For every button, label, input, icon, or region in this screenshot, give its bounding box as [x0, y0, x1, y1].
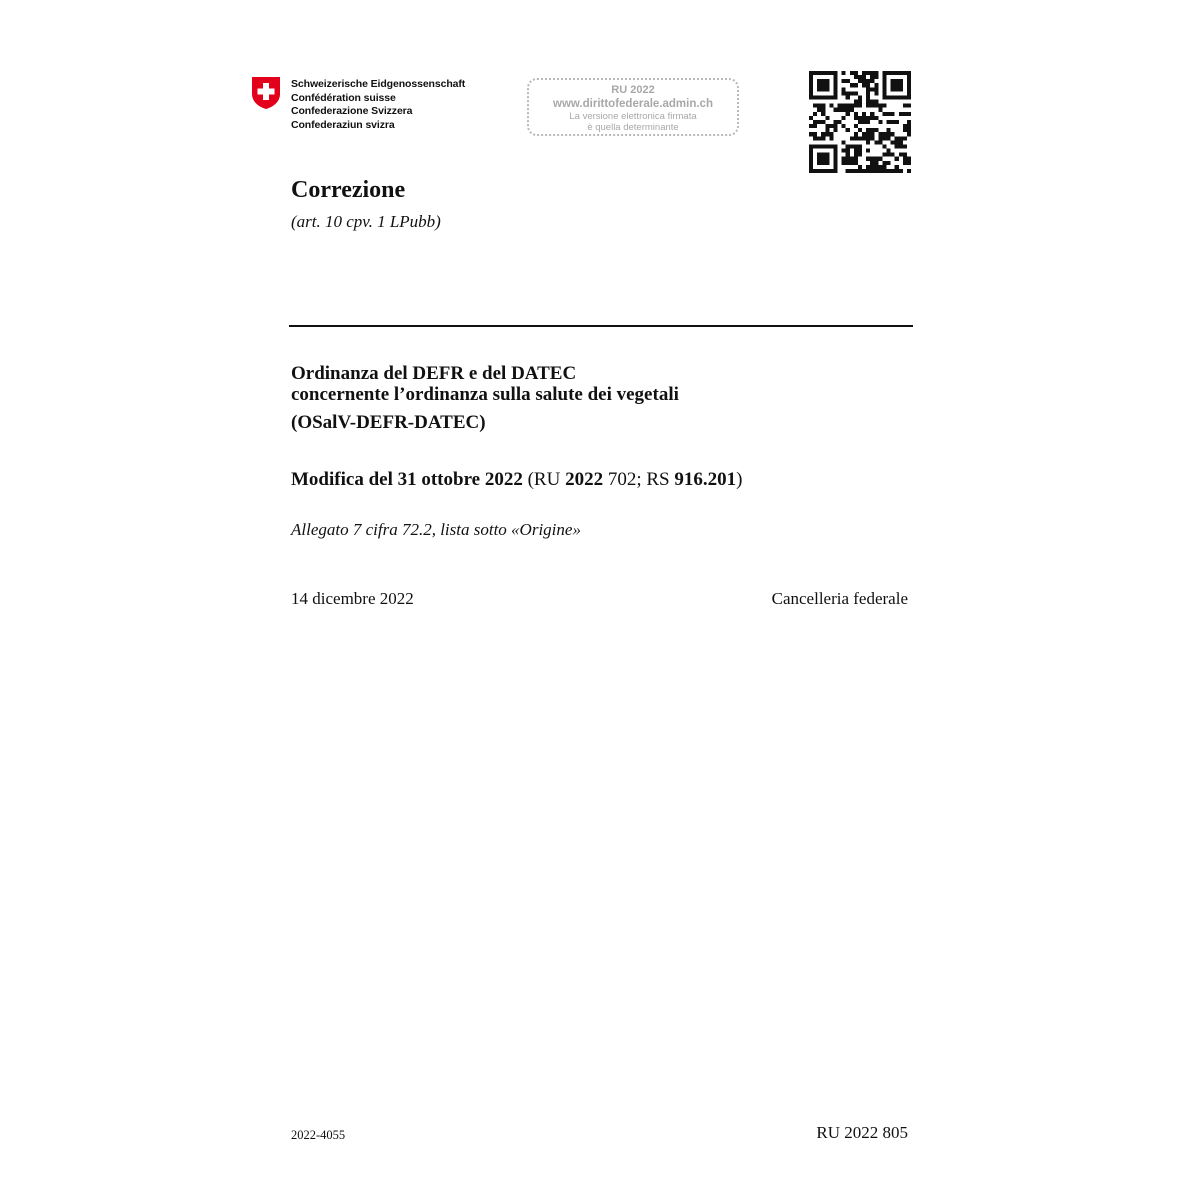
stamp-collection: RU 2022	[611, 84, 655, 96]
confederation-name-de: Schweizerische Eidgenossenschaft	[291, 78, 466, 90]
ref-rs-number: 916.201	[674, 469, 737, 490]
confederation-name-fr: Confédération suisse	[291, 91, 396, 104]
document-number: 2022-4055	[291, 1128, 346, 1142]
stamp-note-line2: è quella determinante	[587, 122, 679, 133]
ordinance-title-line2: concernente l’ordinanza sulla salute dei vegetali	[291, 384, 679, 405]
ordinance-abbreviation: (OSalV-DEFR-DATEC)	[291, 412, 486, 433]
ref-year: 2022	[565, 469, 604, 490]
ordinance-heading	[291, 363, 679, 433]
legal-basis: (art. 10 cpv. 1 LPubb)	[291, 212, 441, 231]
ordinance-title-line1: Ordinanza del DEFR e del DATEC	[291, 363, 577, 384]
qr-code-icon	[809, 71, 911, 173]
divider	[289, 325, 913, 327]
confederation-name-it: Confederazione Svizzera	[291, 105, 413, 117]
ref-close: )	[736, 469, 743, 490]
publication-stamp	[527, 78, 739, 136]
stamp-website: www.dirittofederale.admin.ch	[553, 98, 713, 110]
swiss-cross-shield-icon	[251, 76, 281, 110]
stamp-note-line1: La versione elettronica firmata	[569, 111, 697, 122]
annex-reference: Allegato 7 cifra 72.2, lista sotto «Origine»	[291, 520, 581, 539]
confederation-name-rm: Confederaziun svizra	[291, 118, 395, 131]
ru-reference: RU 2022 805	[816, 1123, 908, 1142]
amendment-line	[291, 469, 742, 491]
confederation-names	[291, 78, 465, 132]
amendment-date: Modifica del 31 ottobre 2022	[291, 469, 523, 490]
document-title: Correzione	[291, 177, 406, 203]
ref-page: 702; RS	[603, 469, 675, 490]
publication-date: 14 dicembre 2022	[291, 589, 414, 608]
ref-open: (RU	[522, 469, 566, 490]
issuing-authority: Cancelleria federale	[771, 589, 908, 608]
